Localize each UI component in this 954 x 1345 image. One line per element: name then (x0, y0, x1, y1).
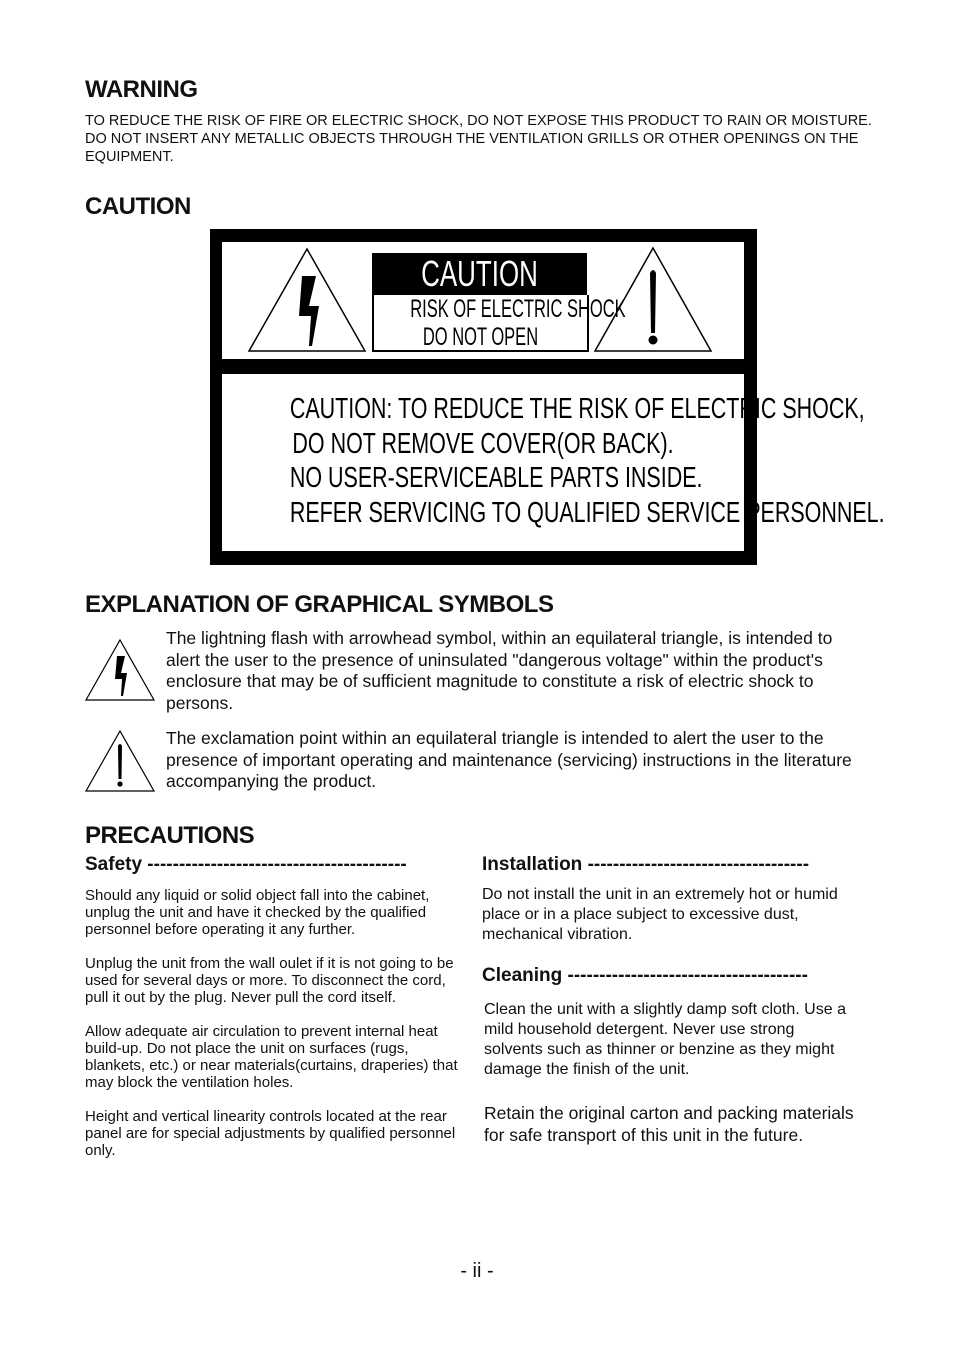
safety-paragraph-3: Allow adequate air circulation to prevent internal heat build-up. Do not place the unit on surfaces (rugs, blankets, etc.) or near materials(curtains, draperies) that may block the ventilation holes. (85, 1023, 458, 1091)
caution-body-line3: NO USER-SERVICEABLE PARTS INSIDE. (289, 462, 703, 494)
exclamation-triangle-icon (84, 729, 156, 793)
safety-paragraph-2: Unplug the unit from the wall oulet if it is not going to be used for several days or more. To disconnect the cord, pull it out by the plug. Never pull the cord itself. (85, 955, 454, 1006)
caution-subtitle-line2: DO NOT OPEN (422, 323, 539, 351)
installation-text: Do not install the unit in an extremely hot or humid place or in a place subject to excessive dust, mechanical vibration. (482, 886, 838, 943)
safety-paragraph-4: Height and vertical linearity controls located at the rear panel are for special adjustments by qualified personnel only. (85, 1108, 456, 1159)
precautions-heading: PRECAUTIONS (85, 822, 255, 849)
cleaning-title: Cleaning -------------------------------------- (482, 965, 808, 986)
caution-subtitle-box (372, 295, 626, 352)
page-number: - ii - (460, 1260, 494, 1282)
symbol-lightning-text: The lightning flash with arrowhead symbol, within an equilateral triangle, is intended to alert the user to the presence of uninsulated "dangerous voltage" within the product's enclosure that may be of sufficient magnitude to constitute a risk of electric shock to persons. (166, 628, 833, 713)
safety-paragraph-1: Should any liquid or solid object fall into the cabinet, unplug the unit and have it checked by the qualified personnel before operating it any further. (85, 887, 430, 938)
caution-title-bar (372, 253, 587, 295)
caution-body-line4: REFER SERVICING TO QUALIFIED SERVICE PERSONNEL. (289, 497, 885, 529)
caution-body-line2: DO NOT REMOVE COVER(OR BACK). (292, 428, 674, 460)
installation-title: Installation ----------------------------------- (482, 854, 810, 875)
caution-subtitle-line1: RISK OF ELECTRIC SHOCK (410, 295, 626, 323)
exclamation-triangle-icon (592, 245, 714, 354)
warning-text: TO REDUCE THE RISK OF FIRE OR ELECTRIC SHOCK, DO NOT EXPOSE THIS PRODUCT TO RAIN OR MOISTURE. DO NOT INSERT ANY METALLIC OBJECTS THROUGH THE VENTILATION GRILLS OR OTHER OPENINGS ON THE EQUIPMENT. (85, 113, 872, 165)
caution-label-title: CAUTION (421, 253, 538, 294)
safety-title: Safety ----------------------------------------- (85, 854, 407, 875)
lightning-triangle-icon (84, 638, 156, 702)
lightning-triangle-icon (246, 246, 368, 354)
symbol-exclamation-text: The exclamation point within an equilateral triangle is intended to alert the user to the presence of important operating and maintenance (servicing) instructions in the literature accompanying the product. (166, 728, 852, 791)
caution-heading: CAUTION (85, 193, 191, 220)
caution-body-line1: CAUTION: TO REDUCE THE RISK OF ELECTRIC SHOCK, (289, 393, 865, 425)
warning-heading: WARNING (85, 76, 198, 103)
retain-carton-text: Retain the original carton and packing materials for safe transport of this unit in the future. (484, 1103, 854, 1145)
cleaning-text: Clean the unit with a slightly damp soft cloth. Use a mild household detergent. Never use strong solvents such as thinner or benzine as they might damage the finish of the unit. (484, 1001, 846, 1078)
symbols-heading: EXPLANATION OF GRAPHICAL SYMBOLS (85, 591, 554, 618)
